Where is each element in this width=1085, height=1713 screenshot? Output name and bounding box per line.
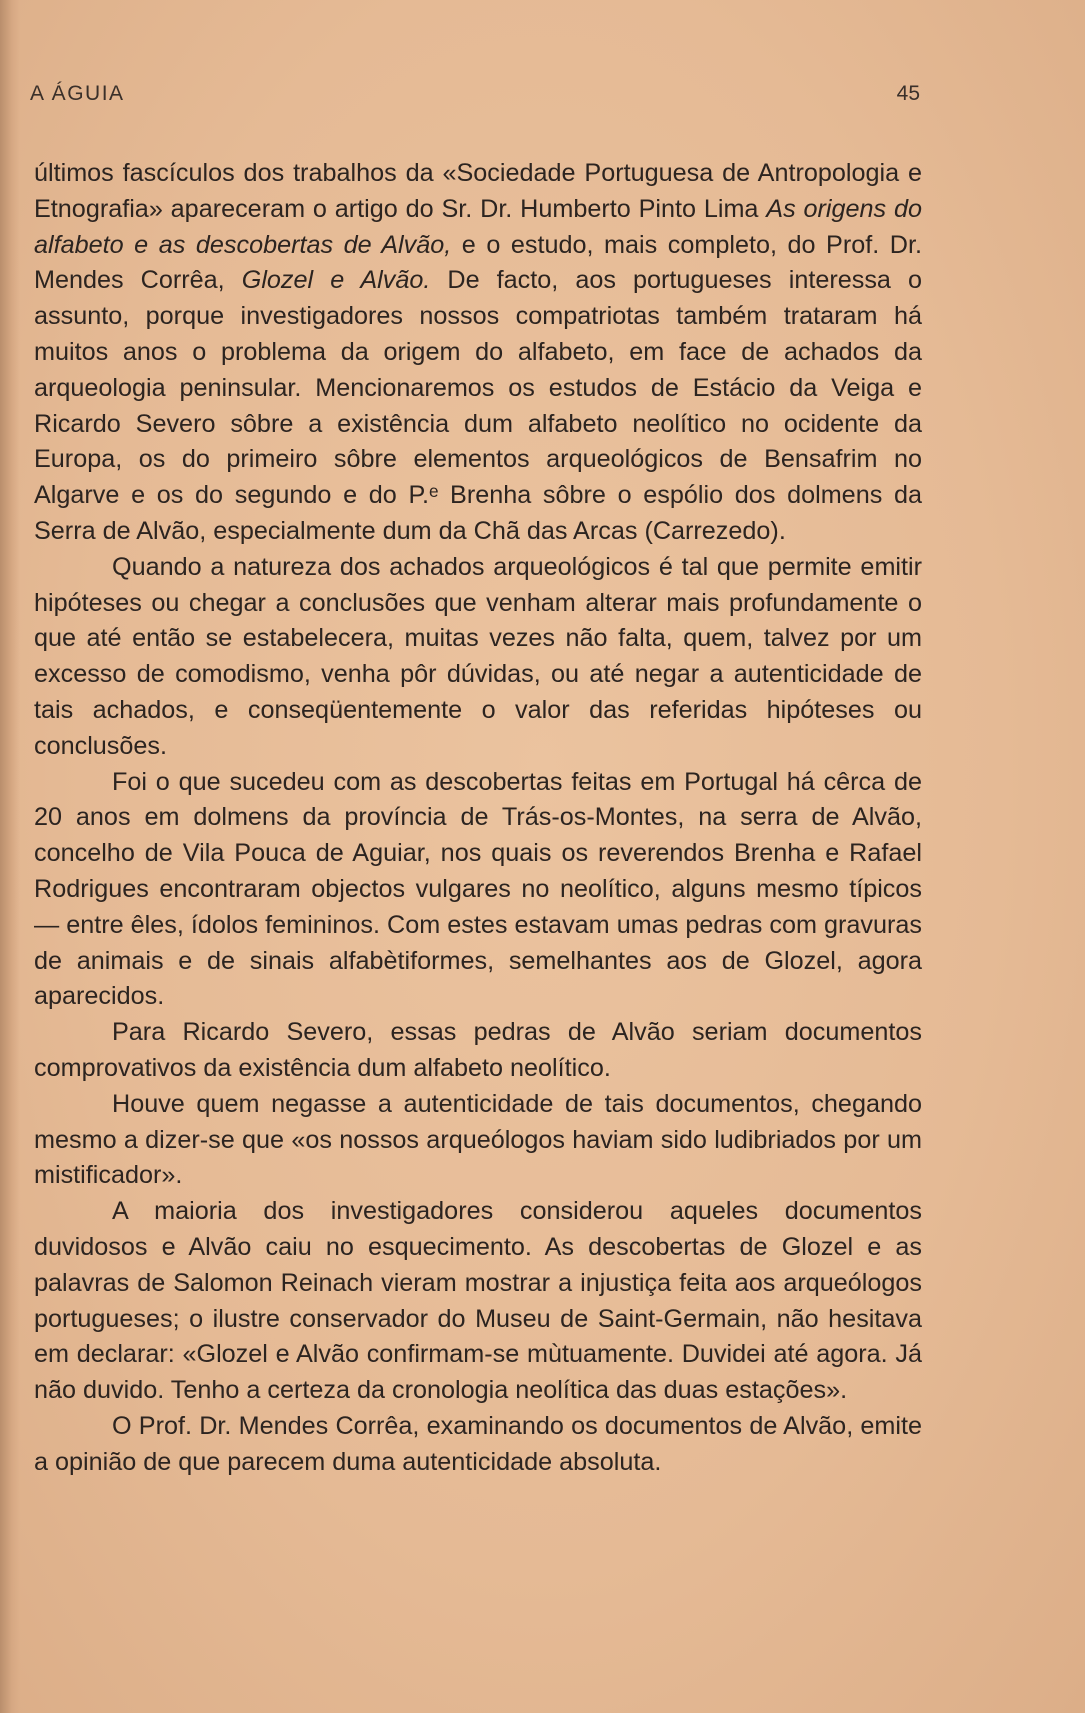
paragraph-1-text-c: De facto, aos portugueses interessa o assunto, porque investigadores nossos compatriotas também trataram há muitos anos o problema da origem do alfabeto, em face de achados da arqueologia peninsular. Mencionaremos os estudos de Estácio da Veiga e Ricardo Severo sôbre a existência dum alfabeto neolítico no ocidente da Europa, os do primeiro sôbre elementos arqueológicos de Bensafrim no Algarve e os do segundo e do P.ᵉ Brenha sôbre o espólio dos dolmens da Serra de Alvão, especialmente dum da Chã das Arcas (Carrezedo). <box>34 266 922 545</box>
paragraph-3: Foi o que sucedeu com as descobertas feitas em Portugal há cêrca de 20 anos em dolmens da província de Trás-os-Montes, na serra de Alvão, concelho de Vila Pouca de Aguiar, nos quais os reverendos Brenha e Rafael Rodrigues encontraram objectos vulgares no neolítico, alguns mesmo típicos — entre êles, ídolos femininos. Com estes estavam umas pedras com gravuras de animais e de sinais alfabètiformes, semelhantes aos de Glozel, agora aparecidos. <box>34 767 922 1011</box>
running-head: A ÁGUIA <box>30 82 125 105</box>
article-title-origens: As origens do alfabeto e as descobertas de Alvão, <box>34 194 923 259</box>
page-number: 45 <box>896 82 920 105</box>
paragraph-7: O Prof. Dr. Mendes Corrêa, examinando os documentos de Alvão, emite a opinião de que parecem duma autenticidade absoluta. <box>34 1411 922 1476</box>
body-text <box>34 156 922 1480</box>
page-binding-edge <box>0 0 20 1713</box>
paragraph-1-text-b: e o estudo, mais completo, do Prof. Dr. Mendes Corrêa, <box>34 230 922 295</box>
paragraph-2: Quando a natureza dos achados arqueológicos é tal que permite emitir hipóteses ou chegar a conclusões que venham alterar mais profundamente o que até então se estabelecera, muitas vezes não falta, quem, talvez por um excesso de comodismo, venha pôr dúvidas, ou até negar a autenticidade de tais achados, e conseqüentemente o valor das referidas hipóteses ou conclusões. <box>34 552 922 760</box>
paragraph-1-text-a: últimos fascículos dos trabalhos da «Sociedade Portuguesa de Antropologia e Etnografia» apareceram o artigo do Sr. Dr. Humberto Pinto Lima <box>34 159 922 223</box>
paragraph-4: Para Ricardo Severo, essas pedras de Alvão seriam documentos comprovativos da existência dum alfabeto neolítico. <box>34 1018 922 1082</box>
article-title-glozel: Glozel e Alvão. <box>241 266 431 295</box>
paragraph-5: Houve quem negasse a autenticidade de tais documentos, chegando mesmo a dizer-se que «os nossos arqueólogos haviam sido ludibriados por um mistificador». <box>34 1089 922 1190</box>
paragraph-1 <box>34 156 922 550</box>
paragraph-6: A maioria dos investigadores considerou aqueles documentos duvidosos e Alvão caiu no esquecimento. As descobertas de Glozel e as palavras de Salomon Reinach vieram mostrar a injustiça feita aos arqueólogos portugueses; o ilustre conservador do Museu de Saint-Germain, não hesitava em declarar: «Glozel e Alvão confirmam-se mùtuamente. Duvidei até agora. Já não duvido. Tenho a certeza da cronologia neolítica das duas estações». <box>34 1197 922 1405</box>
page-header <box>30 82 920 112</box>
